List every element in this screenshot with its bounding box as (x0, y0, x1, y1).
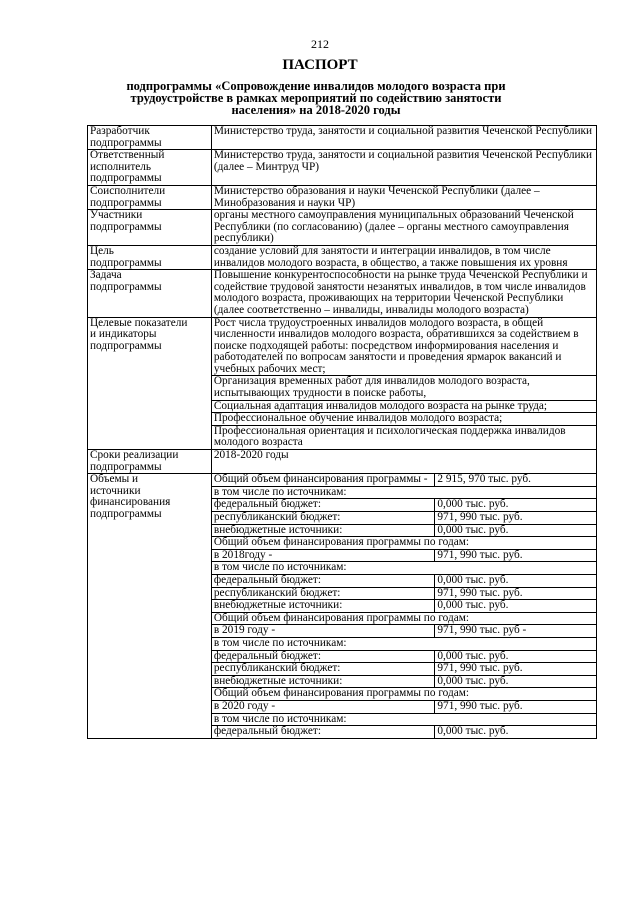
funding-sources-header: в том числе по источникам: (211, 486, 596, 499)
row-value-executor: Министерство труда, занятости и социальной развития Чеченской Республики (далее – Минтруд ЧР) (211, 150, 596, 186)
row-label-developer: Разработчик подпрограммы (88, 126, 212, 150)
funding-source-value: 0,000 тыс. руб. (435, 675, 597, 688)
funding-source-value: 971, 990 тыс. руб. (435, 512, 597, 525)
row-label-indicators: Целевые показатели и индикаторы подпрограммы (88, 317, 212, 450)
funding-sources-header: в том числе по источникам: (211, 713, 596, 726)
funding-by-years-header: Общий объем финансирования программы по годам: (211, 537, 596, 550)
funding-source-value: 971, 990 тыс. руб. (435, 663, 597, 676)
row-value-participants: органы местного самоуправления муниципальных образований Чеченской Республики (по согласованию) (далее – органы местного самоуправления республики) (211, 210, 596, 246)
table-row (88, 450, 597, 474)
funding-source-label: внебюджетные источники: (211, 524, 435, 537)
funding-source-label: федеральный бюджет: (211, 574, 435, 587)
table-row (88, 245, 597, 269)
funding-source-label: республиканский бюджет: (211, 512, 435, 525)
funding-total-value: 2 915, 970 тыс. руб. (435, 474, 597, 487)
table-row (88, 270, 597, 317)
row-label-goal: Цель подпрограммы (88, 245, 212, 269)
passport-table (87, 125, 597, 739)
funding-source-value: 971, 990 тыс. руб. (435, 587, 597, 600)
page-number: 212 (311, 37, 329, 51)
funding-source-value: 0,000 тыс. руб. (435, 726, 597, 739)
table-row (88, 474, 597, 487)
row-label-executor: Ответственный исполнитель подпрограммы (88, 150, 212, 186)
funding-source-label: федеральный бюджет: (211, 726, 435, 739)
funding-source-label: внебюджетные источники: (211, 675, 435, 688)
table-row (88, 185, 597, 209)
funding-total-label: Общий объем финансирования программы - (211, 474, 435, 487)
funding-year-value: 971, 990 тыс. руб - (435, 625, 597, 638)
row-value-goal: создание условий для занятости и интеграции инвалидов, в том числе инвалидов молодого возраста, в общество, а также повышения их уровня (211, 245, 596, 269)
row-label-funding: Объемы и источники финансирования подпрограммы (88, 474, 212, 738)
row-value-developer: Министерство труда, занятости и социальной развития Чеченской Республики (211, 126, 596, 150)
row-label-task: Задача подпрограммы (88, 270, 212, 317)
table-row (88, 150, 597, 186)
funding-source-label: республиканский бюджет: (211, 663, 435, 676)
funding-year-value: 971, 990 тыс. руб. (435, 549, 597, 562)
funding-year-label: в 2019 году - (211, 625, 435, 638)
indicator-item: Рост числа трудоустроенных инвалидов молодого возраста, в общей численности инвалидов молодого возраста, обратившихся за содействием в поиске подходящей работы: посредством информирования населения и работодателей по вопросам занятости и проведения ярмарок вакансий и учебных рабочих мест; (211, 317, 596, 376)
funding-source-label: федеральный бюджет: (211, 499, 435, 512)
row-label-terms: Сроки реализации подпрограммы (88, 450, 212, 474)
funding-by-years-header: Общий объем финансирования программы по годам: (211, 688, 596, 701)
funding-source-label: внебюджетные источники: (211, 600, 435, 613)
indicator-item: Профессиональная ориентация и психологическая поддержка инвалидов молодого возраста (211, 425, 596, 449)
funding-year-value: 971, 990 тыс. руб. (435, 700, 597, 713)
funding-source-value: 0,000 тыс. руб. (435, 574, 597, 587)
funding-source-value: 0,000 тыс. руб. (435, 499, 597, 512)
funding-by-years-header: Общий объем финансирования программы по годам: (211, 612, 596, 625)
table-row (88, 126, 597, 150)
funding-sources-header: в том числе по источникам: (211, 562, 596, 575)
indicator-item: Социальная адаптация инвалидов молодого возраста на рынке труда; (211, 400, 596, 413)
table-row (88, 210, 597, 246)
indicator-item: Профессиональное обучение инвалидов молодого возраста; (211, 413, 596, 426)
funding-source-value: 0,000 тыс. руб. (435, 524, 597, 537)
row-value-coexecutors: Министерство образования и науки Чеченской Республики (далее – Минобразования и науки ЧР) (211, 185, 596, 209)
row-label-participants: Участники подпрограммы (88, 210, 212, 246)
row-label-coexecutors: Соисполнители подпрограммы (88, 185, 212, 209)
funding-source-value: 0,000 тыс. руб. (435, 650, 597, 663)
document-title: ПАСПОРТ (282, 57, 358, 73)
funding-year-label: в 2020 году - (211, 700, 435, 713)
funding-sources-header: в том числе по источникам: (211, 637, 596, 650)
row-value-terms: 2018-2020 годы (211, 450, 596, 474)
indicator-item: Организация временных работ для инвалидов молодого возраста, испытывающих трудности в поиске работы, (211, 376, 596, 400)
table-row (88, 317, 597, 376)
funding-source-label: федеральный бюджет: (211, 650, 435, 663)
funding-source-value: 0,000 тыс. руб. (435, 600, 597, 613)
funding-source-label: республиканский бюджет: (211, 587, 435, 600)
row-value-task: Повышение конкурентоспособности на рынке труда Чеченской Республики и содействие трудовой занятости незанятых инвалидов, в том числе инвалидов молодого возраста, проживающих на территории Чеченской Республики (далее соответственно – инвалиды, инвалиды молодого возраста) (211, 270, 596, 317)
funding-year-label: в 2018году - (211, 549, 435, 562)
document-subtitle: подпрограммы «Сопровождение инвалидов молодого возраста при трудоустройстве в рамках мероприятий по содействию занятости населения» на 2018-2020 годы (126, 79, 506, 117)
